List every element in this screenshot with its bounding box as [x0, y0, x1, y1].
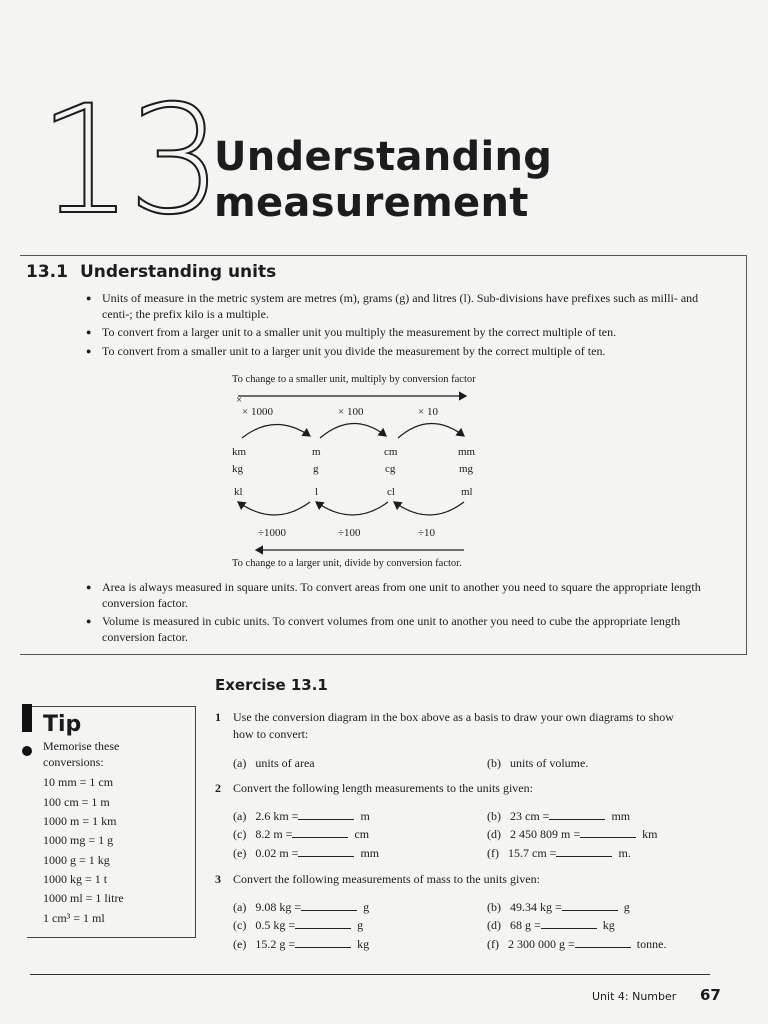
answer-blank[interactable] [298, 809, 354, 820]
part-label: (a) [233, 809, 247, 823]
question-part [233, 809, 370, 824]
question-part [487, 900, 630, 915]
curved-arrow-left-1 [238, 502, 310, 515]
part-unit: km [642, 827, 658, 841]
question-part [233, 846, 379, 861]
question-text: Convert the following length measurements to the units given: [233, 781, 533, 795]
footer-rule [30, 974, 710, 975]
tip-conversion: 1000 g = 1 kg [43, 853, 110, 867]
tip-conversion: 1000 kg = 1 t [43, 872, 108, 886]
part-expression: 0.02 m = [255, 846, 299, 860]
tip-title: Tip [43, 712, 82, 737]
curved-arrow-right-3 [398, 423, 464, 438]
bullet-item: ● To convert from a larger unit to a smaller unit you multiply the measurement by the correct multiple of ten. [86, 325, 706, 341]
tip-conversion: 1000 m = 1 km [43, 814, 117, 828]
bullet-item: ● To convert from a smaller unit to a larger unit you divide the measurement by the correct multiple of ten. [86, 344, 706, 360]
exercise-title: Exercise 13.1 [215, 676, 328, 694]
multiply-symbol: × [236, 394, 243, 406]
diagram-bottom-caption: To change to a larger unit, divide by conversion factor. [232, 558, 462, 569]
exclamation-dot-icon [22, 746, 32, 756]
part-label: (b) [487, 900, 501, 914]
part-label: (c) [233, 918, 247, 932]
question-text: how to convert: [233, 727, 309, 741]
part-unit: cm [354, 827, 370, 841]
bullet-item: ● Area is always measured in square units. To convert areas from one unit to another you need to square the appropriate length conversion factor. [86, 580, 706, 611]
answer-blank[interactable] [562, 900, 618, 911]
question-part [233, 900, 369, 915]
part-label: (b) [487, 756, 501, 770]
unit-label: kl [234, 486, 243, 498]
part-label: (a) [233, 756, 247, 770]
part-unit: m [360, 809, 370, 823]
question-part [233, 756, 315, 771]
question-part [233, 937, 369, 952]
tip-intro: conversions: [43, 755, 104, 769]
unit-label: km [232, 446, 247, 458]
part-label: (b) [487, 809, 501, 823]
answer-blank[interactable] [541, 918, 597, 929]
multiplier-label: × 1000 [242, 406, 273, 418]
question-part [487, 918, 615, 933]
question-part [487, 827, 657, 842]
part-expression: 2 450 809 m = [510, 827, 581, 841]
footer-unit-label: Unit 4: Number [592, 990, 677, 1003]
unit-label: l [315, 486, 319, 498]
bullet-list-top [86, 291, 706, 362]
part-unit: g [357, 918, 364, 932]
tip-conversion: 1000 mg = 1 g [43, 833, 114, 847]
answer-blank[interactable] [575, 937, 631, 948]
part-expression: 8.2 m = [255, 827, 293, 841]
part-unit: m. [618, 846, 631, 860]
part-label: (e) [233, 937, 247, 951]
part-expression: 2 300 000 g = [508, 937, 575, 951]
curved-arrow-left-3 [394, 502, 464, 515]
part-expression: 15.7 cm = [508, 846, 557, 860]
unit-label: mm [458, 446, 476, 458]
tip-conversion: 10 mm = 1 cm [43, 775, 114, 789]
unit-label: cl [387, 486, 395, 498]
tip-conversion: 1000 ml = 1 litre [43, 891, 124, 905]
divisor-label: ÷100 [338, 527, 361, 539]
part-expression: 2.6 km = [255, 809, 299, 823]
part-label: (f) [487, 937, 499, 951]
question-part [487, 937, 666, 952]
part-label: (d) [487, 918, 501, 932]
answer-blank[interactable] [549, 809, 605, 820]
tip-conversion: 1 cm³ = 1 ml [43, 911, 105, 925]
unit-label: m [312, 446, 321, 458]
question-part [233, 918, 363, 933]
chapter-number: 13 [38, 74, 217, 248]
divisor-label: ÷10 [418, 527, 436, 539]
answer-blank[interactable] [580, 827, 636, 838]
exclamation-icon [22, 704, 32, 732]
part-label: (a) [233, 900, 247, 914]
unit-label: mg [459, 463, 474, 475]
part-unit: tonne. [636, 937, 667, 951]
unit-label: cm [384, 446, 398, 458]
question-part [487, 809, 630, 824]
part-unit: g [363, 900, 370, 914]
question-part [487, 756, 588, 771]
part-expression: 68 g = [510, 918, 541, 932]
question-part [487, 846, 631, 861]
answer-blank[interactable] [295, 937, 351, 948]
part-expression: 23 cm = [510, 809, 550, 823]
divisor-label: ÷1000 [258, 527, 287, 539]
section-title: Understanding units [79, 262, 277, 282]
part-text: units of area [255, 756, 315, 770]
section-heading [26, 262, 276, 282]
chapter-title: Understanding measurement [214, 134, 553, 226]
part-label: (e) [233, 846, 247, 860]
section-number: 13.1 [26, 262, 68, 282]
part-expression: 9.08 kg = [255, 900, 302, 914]
unit-label: kg [232, 463, 243, 475]
question-number: 2 [215, 781, 221, 795]
part-unit: g [623, 900, 630, 914]
part-expression: 15.2 g = [255, 937, 296, 951]
part-expression: 49.34 kg = [510, 900, 562, 914]
diagram-top-caption: To change to a smaller unit, multiply by conversion factor [232, 374, 476, 385]
question-part [233, 827, 369, 842]
curved-arrow-right-1 [242, 424, 310, 438]
page-number: 67 [700, 986, 721, 1004]
answer-blank[interactable] [556, 846, 612, 857]
unit-label: g [313, 463, 319, 475]
part-label: (f) [487, 846, 499, 860]
multiplier-label: × 10 [418, 406, 438, 418]
tip-intro: Memorise these [43, 739, 120, 753]
unit-label: cg [385, 463, 396, 475]
part-text: units of volume. [510, 756, 589, 770]
question-text: Convert the following measurements of mass to the units given: [233, 872, 540, 886]
multiplier-label: × 100 [338, 406, 364, 418]
part-unit: kg [602, 918, 615, 932]
unit-label: ml [461, 486, 473, 498]
answer-blank[interactable] [292, 827, 348, 838]
part-unit: mm [611, 809, 631, 823]
question-text: Use the conversion diagram in the box above as a basis to draw your own diagrams to show [233, 710, 674, 724]
part-unit: mm [360, 846, 380, 860]
answer-blank[interactable] [295, 918, 351, 929]
part-label: (c) [233, 827, 247, 841]
question-number: 1 [215, 710, 221, 724]
bullet-item: ● Volume is measured in cubic units. To convert volumes from one unit to another you need to cube the appropriate length conversion factor. [86, 614, 706, 645]
curved-arrow-right-2 [320, 423, 386, 438]
question-number: 3 [215, 872, 221, 886]
part-unit: kg [357, 937, 370, 951]
answer-blank[interactable] [301, 900, 357, 911]
answer-blank[interactable] [298, 846, 354, 857]
curved-arrow-left-2 [316, 502, 388, 515]
part-expression: 0.5 kg = [255, 918, 296, 932]
part-label: (d) [487, 827, 501, 841]
tip-conversion: 100 cm = 1 m [43, 795, 110, 809]
bullet-item: ● Units of measure in the metric system are metres (m), grams (g) and litres (l). Sub-divisions have prefixes such as milli- and centi-; the prefix kilo is a multiple. [86, 291, 706, 322]
bullet-list-bottom [86, 580, 706, 648]
